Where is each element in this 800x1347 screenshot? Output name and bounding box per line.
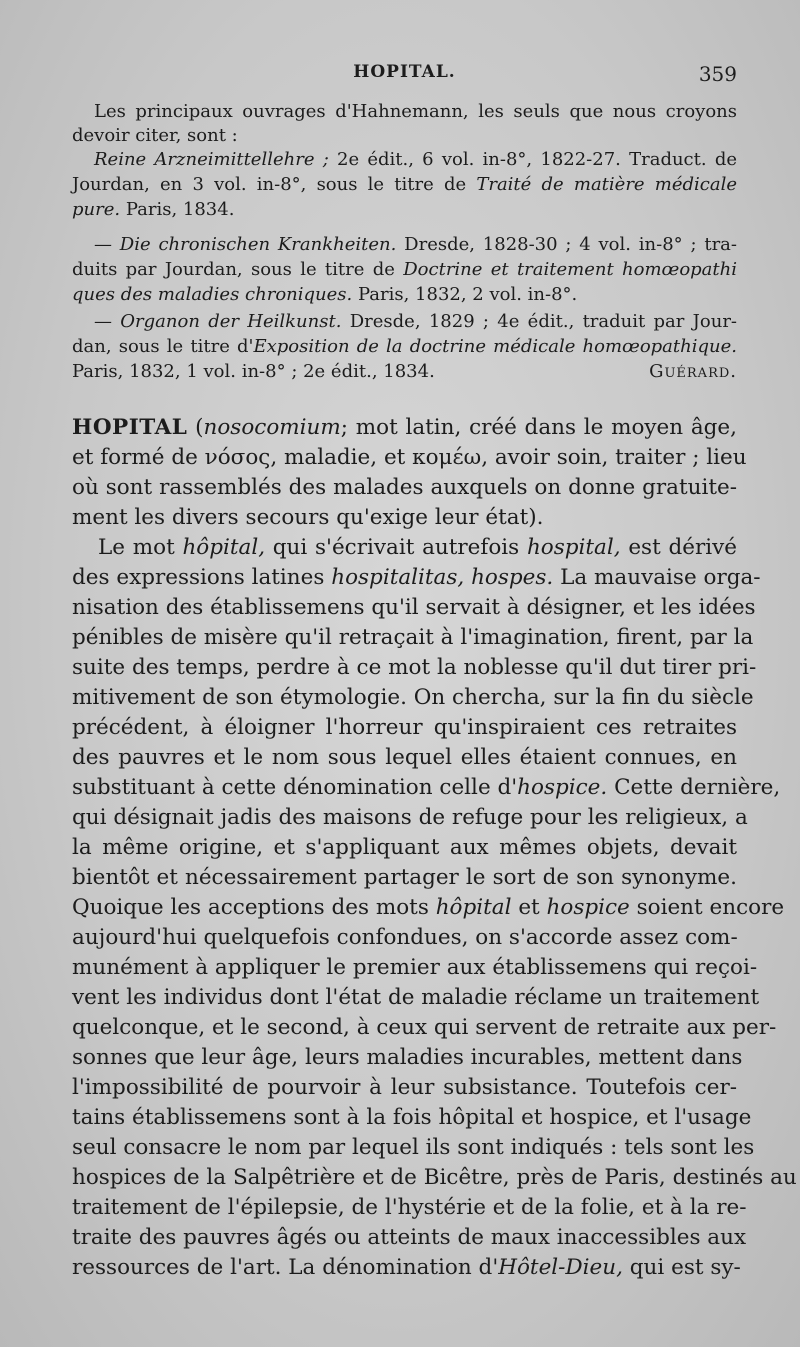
article-line: tains établissemens sont à la fois hôpital et hospice, et l'usage — [72, 1105, 752, 1130]
article-line: substituant à cette dénomination celle d'hospice. Cette dernière, — [72, 775, 781, 800]
article-line: mitivement de son étymologie. On chercha, sur la fin du siècle — [72, 685, 754, 710]
ref-entry-line: dan, sous le titre d'Exposition de la doctrine médicale homœopathique. — [72, 336, 737, 357]
ref-entry-line: Paris, 1832, 1 vol. in-8° ; 2e édit., 1834. Guérard. — [72, 361, 737, 382]
ref-intro-line: Les principaux ouvrages d'Hahnemann, les seuls que nous croyons — [94, 101, 737, 122]
article-line: traite des pauvres âgés ou atteints de maux inaccessibles aux — [72, 1225, 747, 1250]
article-line: précédent, à éloigner l'horreur qu'inspiraient ces retraites — [72, 715, 737, 740]
article-line: Quoique les acceptions des mots hôpital et hospice soient encore — [72, 895, 785, 920]
ref-entry-line: Jourdan, en 3 vol. in-8°, sous le titre de Traité de matière médicale — [72, 174, 737, 195]
ref-entry-line: ques des maladies chroniques. Paris, 1832, 2 vol. in-8°. — [72, 284, 578, 305]
article-line: munément à appliquer le premier aux établissemens qui reçoi- — [72, 955, 758, 980]
article-line: ressources de l'art. La dénomination d'Hôtel-Dieu, qui est sy- — [72, 1255, 741, 1280]
page-header — [72, 62, 737, 90]
running-head: HOPITAL. — [353, 62, 456, 82]
article-line: la même origine, et s'appliquant aux mêmes objets, devait — [72, 835, 737, 860]
article-line: des expressions latines hospitalitas, hospes. La mauvaise orga- — [72, 565, 761, 590]
ref-entry-line: pure. Paris, 1834. — [72, 199, 235, 220]
article-line: HOPITAL (nosocomium; mot latin, créé dans le moyen âge, — [72, 415, 737, 440]
headword: HOPITAL — [72, 415, 188, 440]
article-line: traitement de l'épilepsie, de l'hystérie et de la folie, et à la re- — [72, 1195, 747, 1220]
article-line: quelconque, et le second, à ceux qui servent de retraite aux per- — [72, 1015, 777, 1040]
article-line: qui désignait jadis des maisons de refuge pour les religieux, a — [72, 805, 748, 830]
article-line: hospices de la Salpêtrière et de Bicêtre, près de Paris, destinés au — [72, 1165, 797, 1190]
article-line: où sont rassemblés des malades auxquels on donne gratuite- — [72, 475, 737, 500]
article-line: et formé de νόσος, maladie, et κομέω, avoir soin, traiter ; lieu — [72, 445, 747, 470]
article-line: nisation des établissemens qu'il servait à désigner, et les idées — [72, 595, 756, 620]
ref-entry-line: duits par Jourdan, sous le titre de Doctrine et traitement homœopathi — [72, 259, 737, 280]
ref-entry-line: Reine Arzneimittellehre ; 2e édit., 6 vol. in-8°, 1822-27. Traduct. de — [94, 149, 737, 170]
ref-entry-line: — Organon der Heilkunst. Dresde, 1829 ; 4e édit., traduit par Jour- — [94, 311, 738, 332]
author-signature: Guérard. — [649, 361, 737, 382]
article-line: suite des temps, perdre à ce mot la noblesse qu'il dut tirer pri- — [72, 655, 757, 680]
article-line: des pauvres et le nom sous lequel elles étaient connues, en — [72, 745, 737, 770]
article-line: ment les divers secours qu'exige leur état). — [72, 505, 544, 530]
article-line: pénibles de misère qu'il retraçait à l'imagination, firent, par la — [72, 625, 754, 650]
page-number: 359 — [698, 62, 737, 86]
ref-intro-line: devoir citer, sont : — [72, 125, 238, 146]
article-line: l'impossibilité de pourvoir à leur subsistance. Toutefois cer- — [72, 1075, 737, 1100]
ref-entry-line: — Die chronischen Krankheiten. Dresde, 1828-30 ; 4 vol. in-8° ; tra- — [94, 234, 737, 255]
article-line: Le mot hôpital, qui s'écrivait autrefois hospital, est dérivé — [98, 535, 737, 560]
article-line: aujourd'hui quelquefois confondues, on s'accorde assez com- — [72, 925, 738, 950]
article-line: seul consacre le nom par lequel ils sont indiqués : tels sont les — [72, 1135, 755, 1160]
article-line: sonnes que leur âge, leurs maladies incurables, mettent dans — [72, 1045, 743, 1070]
article-line: bientôt et nécessairement partager le sort de son synonyme. — [72, 865, 737, 890]
article-line: vent les individus dont l'état de maladie réclame un traitement — [72, 985, 760, 1010]
